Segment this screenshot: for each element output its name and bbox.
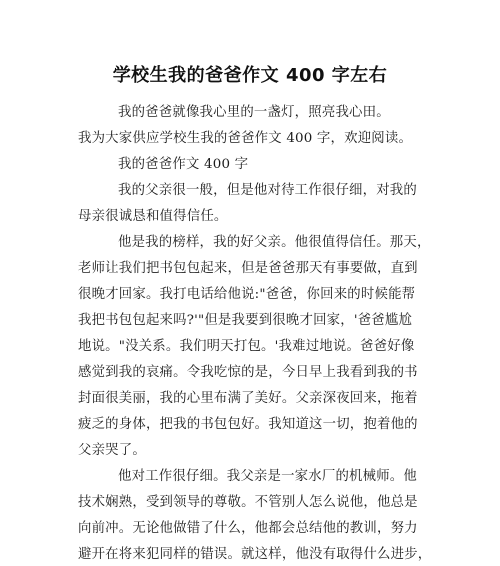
paragraph-line: 封面很美丽，我的心里布满了美好。父亲深夜回来，拖着	[78, 391, 418, 406]
paragraph-line: 避开在将来犯同样的错误。就这样，他没有取得什么进步，	[78, 547, 432, 562]
paragraph-line: 他是我的榜样，我的好父亲。他很值得信任。那天，	[118, 235, 431, 250]
paragraph-line: 父亲哭了。	[78, 443, 146, 458]
paragraph-line: 向前冲。无论他做错了什么，他都会总结他的教训，努力	[78, 521, 418, 536]
paragraph-line: 地说。"没关系。我们明天打包。'我难过地说。爸爸好像	[78, 339, 415, 354]
paragraph-line: 他对工作很仔细。我父亲是一家水厂的机械师。他	[118, 469, 417, 484]
paragraph-line: 技术娴熟，受到领导的尊敬。不管别人怎么说他，他总是	[78, 495, 418, 510]
paragraph-line: 疲乏的身体，把我的书包包好。我知道这一切，抱着他的	[78, 417, 418, 432]
paragraph-line: 很晚才回家。我打电话给他说:"爸爸，你回来的时候能帮	[78, 287, 416, 302]
paragraph-line: 感觉到我的哀痛。令我吃惊的是，今日早上我看到我的书	[78, 365, 418, 380]
paragraph-line: 我把书包包起来吗?'"但是我要到很晚才回家，'爸爸尴尬	[78, 313, 413, 328]
paragraph-line: 我的爸爸作文 400 字	[118, 157, 249, 172]
document-title: 学校生我的爸爸作文 400 字左右	[112, 65, 388, 86]
paragraph-line: 母亲很诚恳和值得信任。	[78, 209, 228, 224]
paragraph-line: 我为大家供应学校生我的爸爸作文 400 字，欢迎阅读。	[78, 131, 413, 146]
paragraph-line: 老师让我们把书包包起来，但是爸爸那天有事要做，直到	[78, 261, 418, 276]
paragraph-line: 我的爸爸就像我心里的一盏灯，照亮我心田。	[118, 105, 390, 120]
paragraph-line: 我的父亲很一般，但是他对待工作很仔细，对我的	[118, 183, 417, 198]
